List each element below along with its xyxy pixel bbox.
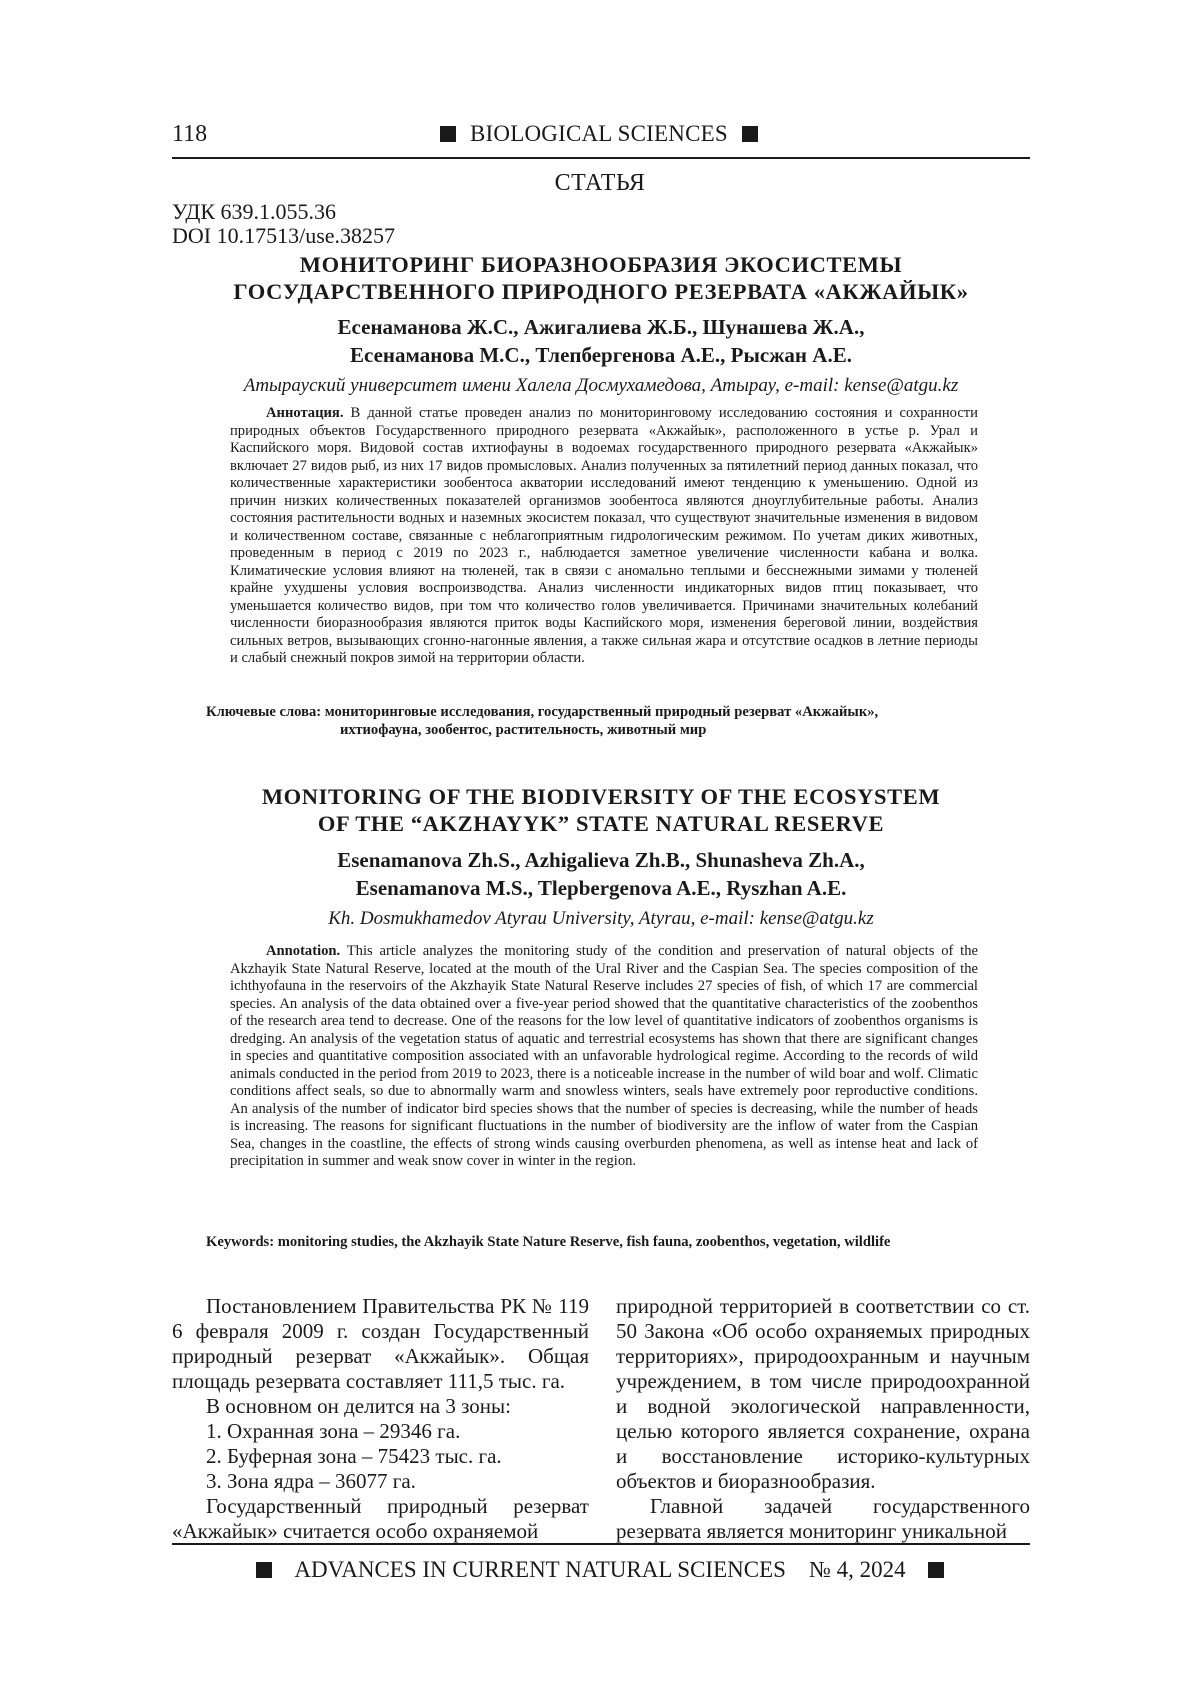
ru-abstract-label: Аннотация. bbox=[266, 405, 343, 421]
ru-affiliation: Атырауский университет имени Халела Досмухамедова, Атырау, e-mail: kense@atgu.kz bbox=[172, 375, 1030, 397]
body-column-left bbox=[172, 1294, 589, 1544]
zone-list-item: 2. Буферная зона – 75423 тыс. га. bbox=[172, 1444, 589, 1469]
en-title-line: OF THE “AKZHAYYK” STATE NATURAL RESERVE bbox=[172, 810, 1030, 837]
ru-title-line: МОНИТОРИНГ БИОРАЗНООБРАЗИЯ ЭКОСИСТЕМЫ bbox=[172, 251, 1030, 278]
body-paragraph: В основном он делится на 3 зоны: bbox=[172, 1394, 589, 1419]
running-header bbox=[440, 121, 758, 147]
ru-authors-line: Есенаманова Ж.С., Ажигалиева Ж.Б., Шунашева Ж.А., bbox=[172, 313, 1030, 341]
body-column-right bbox=[616, 1294, 1030, 1544]
square-bullet-icon bbox=[256, 1562, 272, 1578]
udk-doi-block bbox=[172, 200, 395, 248]
en-authors bbox=[172, 846, 1030, 902]
en-abstract bbox=[230, 943, 978, 1171]
zone-list-item: 3. Зона ядра – 36077 га. bbox=[172, 1469, 589, 1494]
udk: УДК 639.1.055.36 bbox=[172, 200, 395, 224]
en-abstract-label: Annotation. bbox=[266, 943, 340, 959]
square-bullet-icon bbox=[440, 126, 456, 142]
square-bullet-icon bbox=[742, 126, 758, 142]
page-number: 118 bbox=[172, 121, 207, 148]
ru-keywords-line: ихтиофауна, зообентос, растительность, животный мир bbox=[206, 722, 878, 740]
ru-keywords-line: Ключевые слова: мониторинговые исследования, государственный природный резерват «Акжайык», bbox=[206, 704, 878, 722]
running-footer bbox=[0, 1557, 1200, 1583]
en-authors-line: Esenamanova M.S., Tlepbergenova A.E., Ryszhan A.E. bbox=[172, 874, 1030, 902]
footer-issue: № 4, 2024 bbox=[809, 1557, 906, 1582]
square-bullet-icon bbox=[928, 1562, 944, 1578]
en-affiliation: Kh. Dosmukhamedov Atyrau University, Atyrau, e-mail: kense@atgu.kz bbox=[172, 908, 1030, 930]
footer-rule bbox=[172, 1543, 1030, 1545]
en-title bbox=[172, 783, 1030, 837]
ru-authors bbox=[172, 313, 1030, 369]
en-abstract-text: This article analyzes the monitoring study of the condition and preservation of natural objects of the Akzhayik State Natural Reserve, located at the mouth of the Ural River and the Caspian Sea. The species composition of the ichthyofauna in the reservoirs of the Akzhayik State Natural Reserve includes 27 species of fish, of which 17 are commercial species. An analysis of the data obtained over a five-year period showed that the quantitative characteristics of the zoobenthos of the research area tend to decrease. One of the reasons for the low level of quantitative indicators of zoobenthos organisms is dredging. An analysis of the vegetation status of aquatic and terrestrial ecosystems has shown that there are significant changes in species and quantitative composition associated with an unfavorable hydrological regime. According to the records of wild animals conducted in the period from 2019 to 2023, there is a noticeable increase in the number of wild boar and wolf. Climatic conditions affect seals, so due to abnormally warm and snowless winters, seals have extremely poor reproductive conditions. An analysis of the number of indicator bird species shows that the number of species is decreasing, while the number of heads is increasing. The reasons for significant fluctuations in the number of biodiversity are the inflow of water from the Caspian Sea, changes in the coastline, the effects of strong winds causing overburden phenomena, as well as intense heat and lack of precipitation in summer and weak snow cover in winter in the region. bbox=[230, 943, 978, 1169]
ru-keywords bbox=[206, 704, 878, 739]
header-rule bbox=[172, 157, 1030, 159]
body-paragraph: Главной задачей государственного резервата является мониторинг уникальной bbox=[616, 1494, 1030, 1544]
en-title-line: MONITORING OF THE BIODIVERSITY OF THE ECOSYSTEM bbox=[172, 783, 1030, 810]
footer-journal: ADVANCES IN CURRENT NATURAL SCIENCES bbox=[294, 1557, 786, 1582]
en-keywords: Keywords: monitoring studies, the Akzhayik State Nature Reserve, fish fauna, zoobenthos, vegetation, wildlife bbox=[206, 1234, 890, 1252]
ru-title bbox=[172, 251, 1030, 305]
zone-list-item: 1. Охранная зона – 29346 га. bbox=[172, 1419, 589, 1444]
ru-title-line: ГОСУДАРСТВЕННОГО ПРИРОДНОГО РЕЗЕРВАТА «АКЖАЙЫК» bbox=[172, 278, 1030, 305]
ru-abstract bbox=[230, 405, 978, 668]
body-paragraph: Постановлением Правительства РК № 119 6 февраля 2009 г. создан Государственный природный резерват «Акжайык». Общая площадь резервата составляет 111,5 тыс. га. bbox=[172, 1294, 589, 1394]
ru-authors-line: Есенаманова М.С., Тлепбергенова А.Е., Рысжан А.Е. bbox=[172, 341, 1030, 369]
doi[interactable]: DOI 10.17513/use.38257 bbox=[172, 224, 395, 248]
en-authors-line: Esenamanova Zh.S., Azhigalieva Zh.B., Shunasheva Zh.A., bbox=[172, 846, 1030, 874]
body-paragraph: природной территорией в соответствии со ст. 50 Закона «Об особо охраняемых природных территориях», природоохранным и научным учреждением, в том числе природоохранной и водной экологической направленности, целью которого является сохранение, охрана и восстановление историко-культурных объектов и биоразнообразия. bbox=[616, 1294, 1030, 1494]
ru-abstract-text: В данной статье проведен анализ по мониторинговому исследованию состояния и сохранности природных объектов Государственного природного резервата «Акжайык», расположенного в устье р. Урал и Каспийского моря. Видовой состав ихтиофауны в водоемах государственного природного резервата «Акжайык» включает 27 видов рыб, из них 17 видов промысловых. Анализ полученных за пятилетний период данных показал, что количественные характеристики зообентоса акватории исследований имеют тенденцию к уменьшению. Одной из причин низких количественных показателей организмов зообентоса являются дноуглубительные работы. Анализ состояния растительности водных и наземных экосистем показал, что существуют значительные изменения в видовом и количественном составе, связанные с неблагоприятным гидрологическим режимом. По учетам диких животных, проведенным в период с 2019 по 2023 г., наблюдается заметное увеличение численности кабана и волка. Климатические условия влияют на тюленей, так в связи с аномально теплыми и бесснежными зимами у тюленей крайне ухудшены условия воспроизводства. Анализ численности индикаторных видов птиц показывает, что уменьшается количество видов, при том что количество голов увеличивается. Причинами значительных колебаний численности биоразнообразия являются приток воды Каспийского моря, изменения береговой линии, воздействия сильных ветров, вызывающих сгонно-нагонные явления, а также сильная жара и отсутствие осадков в летние периоды и слабый снежный покров зимой на территории области. bbox=[230, 405, 978, 666]
body-paragraph: Государственный природный резерват «Акжайык» считается особо охраняемой bbox=[172, 1494, 589, 1544]
journal-section: BIOLOGICAL SCIENCES bbox=[470, 121, 728, 146]
article-type: СТАТЬЯ bbox=[0, 170, 1200, 197]
